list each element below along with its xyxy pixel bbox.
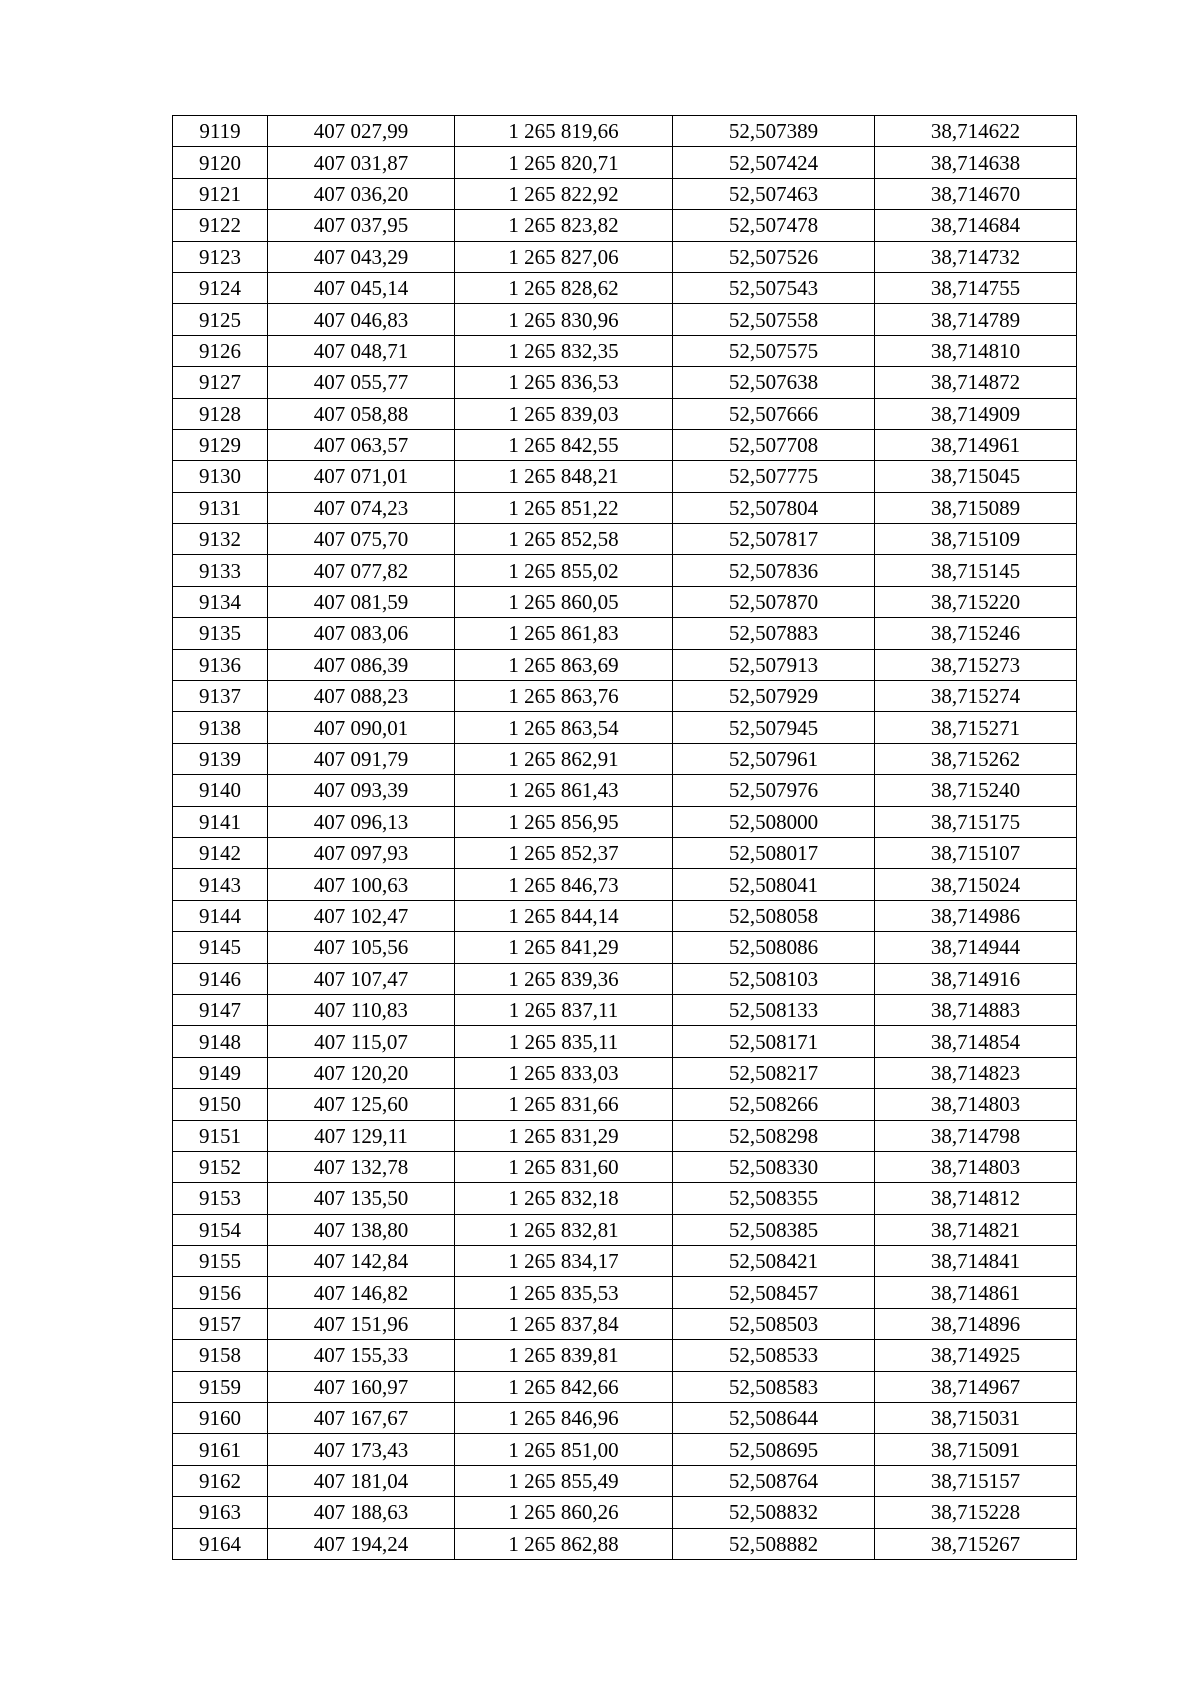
table-row: [173, 461, 1077, 492]
point-number-cell: 9120: [173, 147, 268, 178]
y-coordinate-cell: 1 265 851,00: [455, 1434, 673, 1465]
x-coordinate-cell: 407 071,01: [268, 461, 455, 492]
longitude-cell: 38,714986: [875, 900, 1077, 931]
latitude-cell: 52,507961: [673, 743, 875, 774]
longitude-cell: 38,714823: [875, 1057, 1077, 1088]
x-coordinate-cell: 407 188,63: [268, 1497, 455, 1528]
x-coordinate-cell: 407 090,01: [268, 712, 455, 743]
longitude-cell: 38,715145: [875, 555, 1077, 586]
x-coordinate-cell: 407 115,07: [268, 1026, 455, 1057]
longitude-cell: 38,715273: [875, 649, 1077, 680]
longitude-cell: 38,715246: [875, 618, 1077, 649]
y-coordinate-cell: 1 265 828,62: [455, 272, 673, 303]
point-number-cell: 9127: [173, 367, 268, 398]
longitude-cell: 38,714916: [875, 963, 1077, 994]
latitude-cell: 52,508764: [673, 1465, 875, 1496]
x-coordinate-cell: 407 167,67: [268, 1403, 455, 1434]
point-number-cell: 9126: [173, 335, 268, 366]
point-number-cell: 9119: [173, 116, 268, 147]
x-coordinate-cell: 407 146,82: [268, 1277, 455, 1308]
table-row: [173, 1434, 1077, 1465]
point-number-cell: 9131: [173, 492, 268, 523]
y-coordinate-cell: 1 265 831,29: [455, 1120, 673, 1151]
y-coordinate-cell: 1 265 830,96: [455, 304, 673, 335]
x-coordinate-cell: 407 048,71: [268, 335, 455, 366]
point-number-cell: 9128: [173, 398, 268, 429]
table-row: [173, 775, 1077, 806]
table-row: [173, 1089, 1077, 1120]
y-coordinate-cell: 1 265 836,53: [455, 367, 673, 398]
x-coordinate-cell: 407 043,29: [268, 241, 455, 272]
x-coordinate-cell: 407 055,77: [268, 367, 455, 398]
longitude-cell: 38,714944: [875, 932, 1077, 963]
x-coordinate-cell: 407 091,79: [268, 743, 455, 774]
longitude-cell: 38,714961: [875, 429, 1077, 460]
point-number-cell: 9158: [173, 1340, 268, 1371]
table-row: [173, 1497, 1077, 1528]
y-coordinate-cell: 1 265 832,18: [455, 1183, 673, 1214]
table-row: [173, 1403, 1077, 1434]
y-coordinate-cell: 1 265 862,91: [455, 743, 673, 774]
y-coordinate-cell: 1 265 839,81: [455, 1340, 673, 1371]
table-row: [173, 1465, 1077, 1496]
point-number-cell: 9154: [173, 1214, 268, 1245]
y-coordinate-cell: 1 265 832,35: [455, 335, 673, 366]
point-number-cell: 9145: [173, 932, 268, 963]
longitude-cell: 38,715262: [875, 743, 1077, 774]
x-coordinate-cell: 407 132,78: [268, 1151, 455, 1182]
longitude-cell: 38,715157: [875, 1465, 1077, 1496]
table-row: [173, 398, 1077, 429]
latitude-cell: 52,507913: [673, 649, 875, 680]
table-row: [173, 116, 1077, 147]
x-coordinate-cell: 407 027,99: [268, 116, 455, 147]
longitude-cell: 38,715031: [875, 1403, 1077, 1434]
longitude-cell: 38,715045: [875, 461, 1077, 492]
longitude-cell: 38,714967: [875, 1371, 1077, 1402]
point-number-cell: 9134: [173, 586, 268, 617]
y-coordinate-cell: 1 265 863,76: [455, 681, 673, 712]
latitude-cell: 52,508457: [673, 1277, 875, 1308]
table-row: [173, 932, 1077, 963]
y-coordinate-cell: 1 265 822,92: [455, 178, 673, 209]
y-coordinate-cell: 1 265 833,03: [455, 1057, 673, 1088]
x-coordinate-cell: 407 151,96: [268, 1308, 455, 1339]
latitude-cell: 52,508017: [673, 837, 875, 868]
table-row: [173, 492, 1077, 523]
y-coordinate-cell: 1 265 852,37: [455, 837, 673, 868]
table-row: [173, 618, 1077, 649]
longitude-cell: 38,714755: [875, 272, 1077, 303]
point-number-cell: 9129: [173, 429, 268, 460]
point-number-cell: 9144: [173, 900, 268, 931]
x-coordinate-cell: 407 105,56: [268, 932, 455, 963]
latitude-cell: 52,508695: [673, 1434, 875, 1465]
longitude-cell: 38,714684: [875, 210, 1077, 241]
longitude-cell: 38,714896: [875, 1308, 1077, 1339]
latitude-cell: 52,507666: [673, 398, 875, 429]
y-coordinate-cell: 1 265 832,81: [455, 1214, 673, 1245]
table-row: [173, 304, 1077, 335]
y-coordinate-cell: 1 265 837,11: [455, 994, 673, 1025]
x-coordinate-cell: 407 160,97: [268, 1371, 455, 1402]
y-coordinate-cell: 1 265 848,21: [455, 461, 673, 492]
y-coordinate-cell: 1 265 851,22: [455, 492, 673, 523]
x-coordinate-cell: 407 110,83: [268, 994, 455, 1025]
y-coordinate-cell: 1 265 831,60: [455, 1151, 673, 1182]
latitude-cell: 52,507478: [673, 210, 875, 241]
point-number-cell: 9133: [173, 555, 268, 586]
x-coordinate-cell: 407 088,23: [268, 681, 455, 712]
latitude-cell: 52,507575: [673, 335, 875, 366]
latitude-cell: 52,508503: [673, 1308, 875, 1339]
table-row: [173, 963, 1077, 994]
longitude-cell: 38,715109: [875, 524, 1077, 555]
longitude-cell: 38,714925: [875, 1340, 1077, 1371]
y-coordinate-cell: 1 265 844,14: [455, 900, 673, 931]
latitude-cell: 52,508533: [673, 1340, 875, 1371]
longitude-cell: 38,715024: [875, 869, 1077, 900]
y-coordinate-cell: 1 265 862,88: [455, 1528, 673, 1559]
y-coordinate-cell: 1 265 841,29: [455, 932, 673, 963]
x-coordinate-cell: 407 102,47: [268, 900, 455, 931]
table-row: [173, 147, 1077, 178]
latitude-cell: 52,508058: [673, 900, 875, 931]
table-row: [173, 869, 1077, 900]
y-coordinate-cell: 1 265 861,83: [455, 618, 673, 649]
table-row: [173, 1120, 1077, 1151]
latitude-cell: 52,508103: [673, 963, 875, 994]
x-coordinate-cell: 407 181,04: [268, 1465, 455, 1496]
latitude-cell: 52,507804: [673, 492, 875, 523]
x-coordinate-cell: 407 096,13: [268, 806, 455, 837]
point-number-cell: 9149: [173, 1057, 268, 1088]
y-coordinate-cell: 1 265 831,66: [455, 1089, 673, 1120]
longitude-cell: 38,715091: [875, 1434, 1077, 1465]
table-row: [173, 900, 1077, 931]
longitude-cell: 38,715267: [875, 1528, 1077, 1559]
longitude-cell: 38,714622: [875, 116, 1077, 147]
y-coordinate-cell: 1 265 837,84: [455, 1308, 673, 1339]
y-coordinate-cell: 1 265 827,06: [455, 241, 673, 272]
longitude-cell: 38,714803: [875, 1089, 1077, 1120]
latitude-cell: 52,508644: [673, 1403, 875, 1434]
table-row: [173, 335, 1077, 366]
table-row: [173, 1214, 1077, 1245]
coordinates-table-body: [173, 116, 1077, 1560]
x-coordinate-cell: 407 100,63: [268, 869, 455, 900]
point-number-cell: 9157: [173, 1308, 268, 1339]
table-row: [173, 806, 1077, 837]
latitude-cell: 52,507836: [673, 555, 875, 586]
coordinates-table: [172, 115, 1077, 1560]
table-row: [173, 1026, 1077, 1057]
y-coordinate-cell: 1 265 839,36: [455, 963, 673, 994]
table-row: [173, 367, 1077, 398]
latitude-cell: 52,507929: [673, 681, 875, 712]
latitude-cell: 52,508330: [673, 1151, 875, 1182]
y-coordinate-cell: 1 265 856,95: [455, 806, 673, 837]
point-number-cell: 9156: [173, 1277, 268, 1308]
latitude-cell: 52,507558: [673, 304, 875, 335]
latitude-cell: 52,507817: [673, 524, 875, 555]
point-number-cell: 9130: [173, 461, 268, 492]
x-coordinate-cell: 407 077,82: [268, 555, 455, 586]
longitude-cell: 38,714789: [875, 304, 1077, 335]
longitude-cell: 38,714803: [875, 1151, 1077, 1182]
y-coordinate-cell: 1 265 860,05: [455, 586, 673, 617]
latitude-cell: 52,508133: [673, 994, 875, 1025]
y-coordinate-cell: 1 265 852,58: [455, 524, 673, 555]
table-row: [173, 272, 1077, 303]
longitude-cell: 38,715240: [875, 775, 1077, 806]
point-number-cell: 9143: [173, 869, 268, 900]
table-row: [173, 1183, 1077, 1214]
table-row: [173, 837, 1077, 868]
y-coordinate-cell: 1 265 855,49: [455, 1465, 673, 1496]
point-number-cell: 9142: [173, 837, 268, 868]
longitude-cell: 38,715274: [875, 681, 1077, 712]
latitude-cell: 52,507526: [673, 241, 875, 272]
table-row: [173, 1057, 1077, 1088]
table-row: [173, 1308, 1077, 1339]
table-row: [173, 586, 1077, 617]
longitude-cell: 38,714798: [875, 1120, 1077, 1151]
longitude-cell: 38,714821: [875, 1214, 1077, 1245]
latitude-cell: 52,508171: [673, 1026, 875, 1057]
point-number-cell: 9124: [173, 272, 268, 303]
x-coordinate-cell: 407 142,84: [268, 1246, 455, 1277]
latitude-cell: 52,508385: [673, 1214, 875, 1245]
point-number-cell: 9152: [173, 1151, 268, 1182]
table-row: [173, 1340, 1077, 1371]
x-coordinate-cell: 407 037,95: [268, 210, 455, 241]
table-row: [173, 1528, 1077, 1559]
longitude-cell: 38,714861: [875, 1277, 1077, 1308]
longitude-cell: 38,714872: [875, 367, 1077, 398]
x-coordinate-cell: 407 083,06: [268, 618, 455, 649]
table-row: [173, 555, 1077, 586]
x-coordinate-cell: 407 107,47: [268, 963, 455, 994]
x-coordinate-cell: 407 075,70: [268, 524, 455, 555]
point-number-cell: 9141: [173, 806, 268, 837]
latitude-cell: 52,508832: [673, 1497, 875, 1528]
latitude-cell: 52,507638: [673, 367, 875, 398]
y-coordinate-cell: 1 265 846,96: [455, 1403, 673, 1434]
point-number-cell: 9148: [173, 1026, 268, 1057]
x-coordinate-cell: 407 086,39: [268, 649, 455, 680]
x-coordinate-cell: 407 135,50: [268, 1183, 455, 1214]
point-number-cell: 9164: [173, 1528, 268, 1559]
latitude-cell: 52,507870: [673, 586, 875, 617]
latitude-cell: 52,507945: [673, 712, 875, 743]
latitude-cell: 52,508882: [673, 1528, 875, 1559]
table-row: [173, 1151, 1077, 1182]
longitude-cell: 38,714810: [875, 335, 1077, 366]
table-row: [173, 743, 1077, 774]
latitude-cell: 52,508583: [673, 1371, 875, 1402]
table-row: [173, 1246, 1077, 1277]
x-coordinate-cell: 407 093,39: [268, 775, 455, 806]
x-coordinate-cell: 407 125,60: [268, 1089, 455, 1120]
latitude-cell: 52,507708: [673, 429, 875, 460]
point-number-cell: 9123: [173, 241, 268, 272]
y-coordinate-cell: 1 265 839,03: [455, 398, 673, 429]
point-number-cell: 9162: [173, 1465, 268, 1496]
table-row: [173, 712, 1077, 743]
point-number-cell: 9140: [173, 775, 268, 806]
longitude-cell: 38,714670: [875, 178, 1077, 209]
point-number-cell: 9159: [173, 1371, 268, 1402]
x-coordinate-cell: 407 120,20: [268, 1057, 455, 1088]
latitude-cell: 52,507463: [673, 178, 875, 209]
point-number-cell: 9163: [173, 1497, 268, 1528]
latitude-cell: 52,507389: [673, 116, 875, 147]
y-coordinate-cell: 1 265 835,11: [455, 1026, 673, 1057]
x-coordinate-cell: 407 036,20: [268, 178, 455, 209]
y-coordinate-cell: 1 265 863,69: [455, 649, 673, 680]
latitude-cell: 52,508355: [673, 1183, 875, 1214]
x-coordinate-cell: 407 097,93: [268, 837, 455, 868]
point-number-cell: 9147: [173, 994, 268, 1025]
latitude-cell: 52,508298: [673, 1120, 875, 1151]
y-coordinate-cell: 1 265 834,17: [455, 1246, 673, 1277]
x-coordinate-cell: 407 031,87: [268, 147, 455, 178]
table-row: [173, 681, 1077, 712]
latitude-cell: 52,507976: [673, 775, 875, 806]
point-number-cell: 9137: [173, 681, 268, 712]
x-coordinate-cell: 407 063,57: [268, 429, 455, 460]
latitude-cell: 52,507543: [673, 272, 875, 303]
table-row: [173, 649, 1077, 680]
x-coordinate-cell: 407 155,33: [268, 1340, 455, 1371]
point-number-cell: 9155: [173, 1246, 268, 1277]
point-number-cell: 9139: [173, 743, 268, 774]
y-coordinate-cell: 1 265 860,26: [455, 1497, 673, 1528]
longitude-cell: 38,715228: [875, 1497, 1077, 1528]
point-number-cell: 9150: [173, 1089, 268, 1120]
longitude-cell: 38,715107: [875, 837, 1077, 868]
x-coordinate-cell: 407 194,24: [268, 1528, 455, 1559]
point-number-cell: 9151: [173, 1120, 268, 1151]
longitude-cell: 38,714732: [875, 241, 1077, 272]
point-number-cell: 9138: [173, 712, 268, 743]
y-coordinate-cell: 1 265 842,55: [455, 429, 673, 460]
y-coordinate-cell: 1 265 819,66: [455, 116, 673, 147]
x-coordinate-cell: 407 046,83: [268, 304, 455, 335]
y-coordinate-cell: 1 265 823,82: [455, 210, 673, 241]
table-row: [173, 178, 1077, 209]
longitude-cell: 38,715220: [875, 586, 1077, 617]
latitude-cell: 52,507424: [673, 147, 875, 178]
longitude-cell: 38,714638: [875, 147, 1077, 178]
latitude-cell: 52,507883: [673, 618, 875, 649]
longitude-cell: 38,714909: [875, 398, 1077, 429]
table-row: [173, 1277, 1077, 1308]
latitude-cell: 52,508217: [673, 1057, 875, 1088]
latitude-cell: 52,508041: [673, 869, 875, 900]
latitude-cell: 52,508000: [673, 806, 875, 837]
x-coordinate-cell: 407 058,88: [268, 398, 455, 429]
y-coordinate-cell: 1 265 842,66: [455, 1371, 673, 1402]
latitude-cell: 52,508266: [673, 1089, 875, 1120]
longitude-cell: 38,714841: [875, 1246, 1077, 1277]
point-number-cell: 9125: [173, 304, 268, 335]
table-row: [173, 429, 1077, 460]
longitude-cell: 38,714883: [875, 994, 1077, 1025]
y-coordinate-cell: 1 265 863,54: [455, 712, 673, 743]
y-coordinate-cell: 1 265 820,71: [455, 147, 673, 178]
point-number-cell: 9161: [173, 1434, 268, 1465]
point-number-cell: 9136: [173, 649, 268, 680]
table-row: [173, 524, 1077, 555]
point-number-cell: 9160: [173, 1403, 268, 1434]
latitude-cell: 52,508086: [673, 932, 875, 963]
point-number-cell: 9122: [173, 210, 268, 241]
table-row: [173, 1371, 1077, 1402]
table-row: [173, 994, 1077, 1025]
table-row: [173, 241, 1077, 272]
point-number-cell: 9135: [173, 618, 268, 649]
x-coordinate-cell: 407 129,11: [268, 1120, 455, 1151]
x-coordinate-cell: 407 045,14: [268, 272, 455, 303]
x-coordinate-cell: 407 138,80: [268, 1214, 455, 1245]
point-number-cell: 9146: [173, 963, 268, 994]
point-number-cell: 9132: [173, 524, 268, 555]
longitude-cell: 38,715271: [875, 712, 1077, 743]
longitude-cell: 38,715089: [875, 492, 1077, 523]
point-number-cell: 9153: [173, 1183, 268, 1214]
x-coordinate-cell: 407 074,23: [268, 492, 455, 523]
y-coordinate-cell: 1 265 855,02: [455, 555, 673, 586]
x-coordinate-cell: 407 081,59: [268, 586, 455, 617]
table-row: [173, 210, 1077, 241]
point-number-cell: 9121: [173, 178, 268, 209]
longitude-cell: 38,714812: [875, 1183, 1077, 1214]
latitude-cell: 52,507775: [673, 461, 875, 492]
y-coordinate-cell: 1 265 861,43: [455, 775, 673, 806]
longitude-cell: 38,714854: [875, 1026, 1077, 1057]
latitude-cell: 52,508421: [673, 1246, 875, 1277]
y-coordinate-cell: 1 265 846,73: [455, 869, 673, 900]
x-coordinate-cell: 407 173,43: [268, 1434, 455, 1465]
y-coordinate-cell: 1 265 835,53: [455, 1277, 673, 1308]
longitude-cell: 38,715175: [875, 806, 1077, 837]
